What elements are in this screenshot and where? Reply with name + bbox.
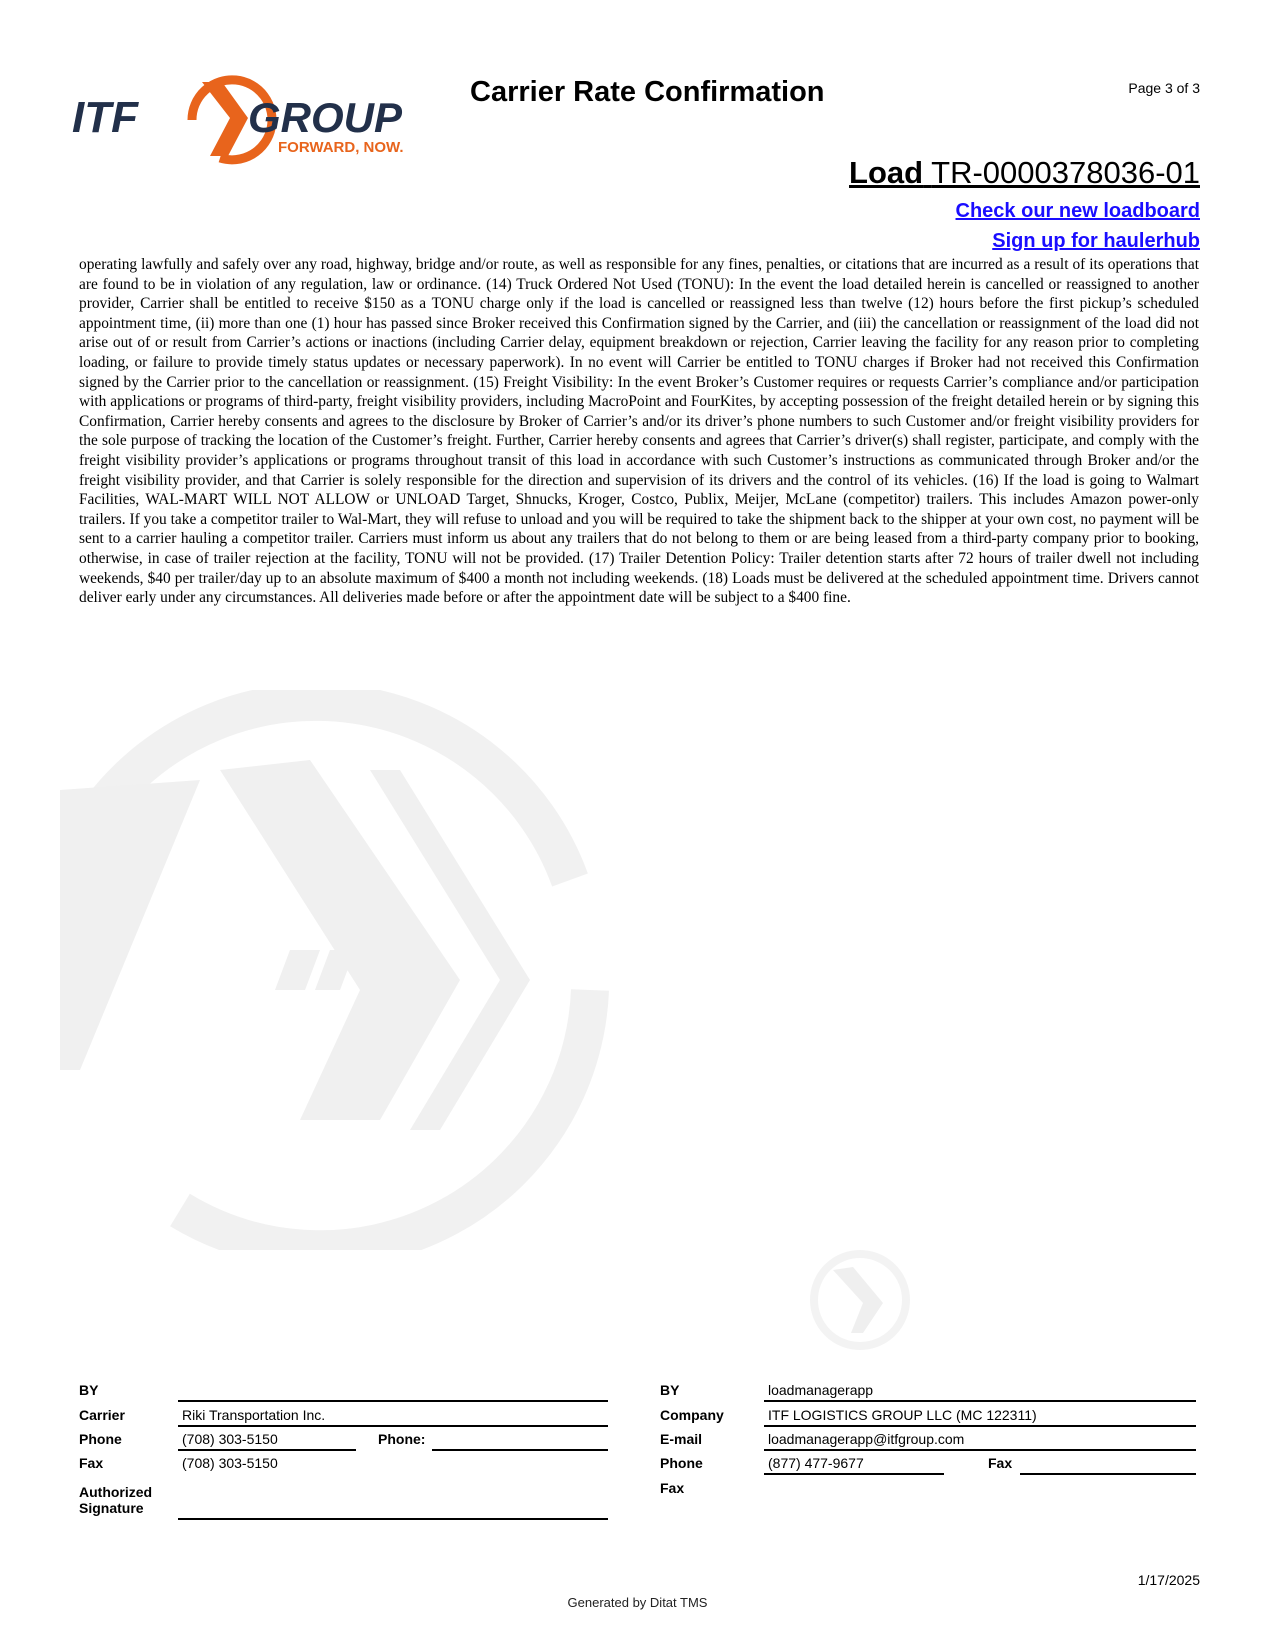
logo-group-text: GROUP — [248, 94, 403, 141]
watermark-small-logo-icon — [805, 1245, 915, 1355]
authorized-label-line1: Authorized — [79, 1484, 153, 1500]
carrier-phone-value: (708) 303-5150 — [182, 1431, 278, 1447]
carrier-phone-label: Phone — [79, 1431, 122, 1447]
load-number-heading — [849, 155, 1200, 191]
broker-phone-value: (877) 477-9677 — [768, 1455, 864, 1471]
watermark-logo-icon — [60, 690, 620, 1250]
broker-by-label: BY — [660, 1382, 680, 1398]
load-label: Load — [849, 155, 924, 190]
carrier-fax-label: Fax — [79, 1455, 104, 1471]
broker-phone-label: Phone — [660, 1455, 703, 1471]
carrier-by-label: BY — [79, 1382, 99, 1398]
itf-group-logo — [70, 70, 450, 170]
terms-paragraph: operating lawfully and safely over any road, highway, bridge and/or route, as well as responsible for any fines, penalties, or citations that are incurred as a result of its operations that are found to be in violation of any regulation, law or ordinance. (14) Truck Ordered Not Used (TONU): In the event the load detailed herein is cancelled or reassigned to another provider, Carrier shall be entitled to receive $150 as a TONU charge only if the load is cancelled or reassigned less than twelve (12) hours before the first pickup’s scheduled appointment time, (ii) more than one (1) hour has passed since Broker received this Confirmation signed by the Carrier, and (iii) the cancellation or reassignment of the load did not arise out of or result from Carrier’s actions or inactions (including Carrier delay, equipment breakdown or rejection, Carrier leaving the facility for any reason prior to completing loading, or failure to provide timely status updates or necessary paperwork). In no event will Carrier be entitled to TONU charges if Broker had not received this Confirmation signed by the Carrier prior to the cancellation or reassignment. (15) Freight Visibility: In the event Broker’s Customer requires or requests Carrier’s compliance and/or participation with applications or programs of third-party, freight visibility providers, including MacroPoint and FourKites, by accepting possession of the freight detailed herein or by signing this Confirmation, Carrier hereby consents and agrees to the disclosure by Broker of Carrier’s and/or its driver’s phone numbers to such Customer and/or freight visibility providers for the sole purpose of tracking the location of the Customer’s freight. Further, Carrier hereby consents and agrees that Carrier’s driver(s) shall register, participate, and comply with the freight visibility provider’s applications or programs throughout transit of this load in accordance with such Customer’s instructions as communicated through Broker and/or the freight visibility provider, and that Carrier is solely responsible for the direction and supervision of its drivers and the control of its vehicles. (16) If the load is going to Walmart Facilities, WAL-MART WILL NOT ALLOW or UNLOAD Target, Shnucks, Kroger, Costco, Publix, Meijer, McLane (competitor) trailers. This includes Amazon power-only trailers. If you take a competitor trailer to Wal-Mart, they will refuse to unload and you will be required to take the shipment back to the shipper at your own cost, no payment will be sent to a carrier hauling a competitor trailer. Carriers must inform us about any trailers that do not belong to them or are being leased from a third-party company prior to booking, otherwise, in case of trailer rejection at the facility, TONU will not be provided. (17) Trailer Detention Policy: Trailer detention starts after 72 hours of trailer dwell not including weekends, $40 per trailer/day up to an absolute maximum of $400 a month not including weekends. (18) Loads must be delivered at the scheduled appointment time. Drivers cannot deliver early under any circumstances. All deliveries made before or after the appointment date will be subject to a $400 fine. — [79, 256, 1199, 607]
logo-itf-text: ITF — [72, 93, 138, 142]
load-number: TR-0000378036-01 — [931, 155, 1200, 190]
broker-email-label: E-mail — [660, 1431, 703, 1447]
broker-email-value: loadmanagerapp@itfgroup.com — [768, 1431, 965, 1447]
broker-company-label: Company — [660, 1407, 724, 1423]
page-number: Page 3 of 3 — [1128, 80, 1200, 96]
logo-tagline-text: FORWARD, NOW. — [278, 139, 404, 156]
carrier-phone2-label: Phone: — [378, 1431, 426, 1447]
haulerhub-link[interactable]: Sign up for haulerhub — [992, 230, 1200, 252]
carrier-phone2-line[interactable] — [432, 1449, 608, 1451]
broker-fax-line[interactable] — [1020, 1473, 1196, 1475]
broker-fax2-label: Fax — [660, 1480, 685, 1496]
broker-company-line — [764, 1425, 1196, 1427]
carrier-phone-line — [178, 1449, 356, 1451]
carrier-by-line[interactable] — [178, 1400, 608, 1402]
carrier-name-line — [178, 1425, 608, 1427]
loadboard-link[interactable]: Check our new loadboard — [955, 200, 1200, 222]
broker-email-line — [764, 1449, 1196, 1451]
document-date: 1/17/2025 — [1137, 1572, 1200, 1588]
broker-by-line — [764, 1400, 1196, 1402]
generated-by-footer: Generated by Ditat TMS — [567, 1595, 708, 1610]
authorized-signature-line[interactable] — [178, 1518, 608, 1520]
authorized-label-line2: Signature — [79, 1500, 144, 1516]
broker-phone-line — [764, 1473, 944, 1475]
broker-by-value: loadmanagerapp — [768, 1382, 874, 1398]
carrier-fax-value: (708) 303-5150 — [182, 1455, 278, 1471]
document-title: Carrier Rate Confirmation — [470, 76, 825, 108]
carrier-name-value: Riki Transportation Inc. — [182, 1407, 326, 1423]
carrier-name-label: Carrier — [79, 1407, 125, 1423]
broker-company-value: ITF LOGISTICS GROUP LLC (MC 122311) — [768, 1407, 1037, 1423]
broker-fax-label: Fax — [988, 1455, 1013, 1471]
